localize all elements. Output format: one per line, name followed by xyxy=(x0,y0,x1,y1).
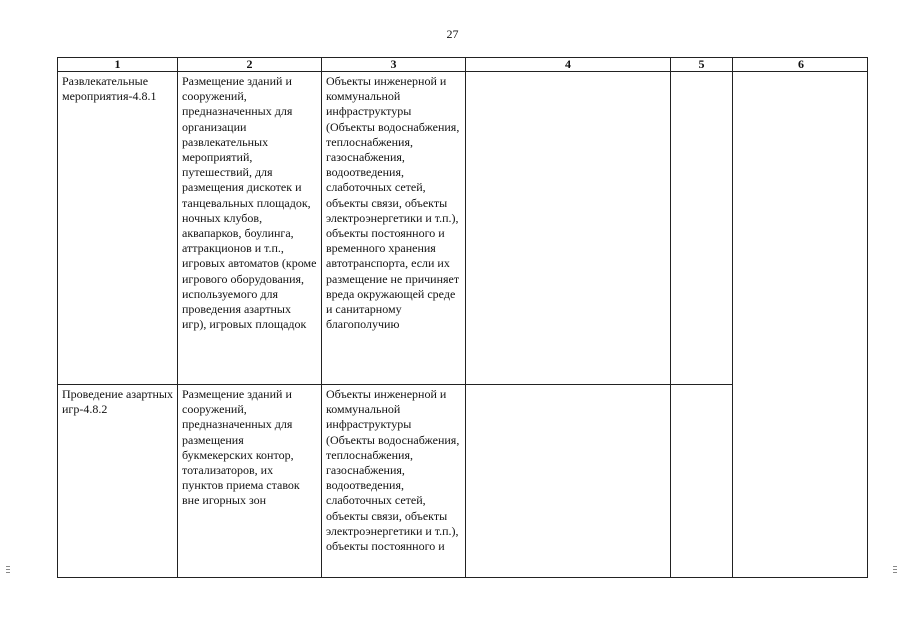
column-header-5: 5 xyxy=(671,58,733,72)
scan-edge-mark-left xyxy=(6,566,10,578)
page-number: 27 xyxy=(446,27,459,41)
land-use-description-cell: Размещение зданий и сооружений, предназначенных для размещения букмекерских контор, тотализаторов, их пунктов приема ставок вне игорных зон xyxy=(178,385,322,579)
column-6-cell xyxy=(733,385,869,579)
column-4-cell xyxy=(466,385,671,579)
land-use-type-cell: Проведение азартных игр-4.8.2 xyxy=(58,385,178,579)
document-table-frame xyxy=(57,57,868,578)
column-header-2: 2 xyxy=(178,58,322,72)
column-5-cell xyxy=(671,72,733,385)
scan-edge-mark-right xyxy=(893,566,897,578)
column-header-1: 1 xyxy=(58,58,178,72)
column-header-4: 4 xyxy=(466,58,671,72)
column-4-cell xyxy=(466,72,671,385)
land-use-description-cell: Размещение зданий и сооружений, предназначенных для организации развлекательных мероприятий, путешествий, для размещения дискотек и танцевальных площадок, ночных клубов, аквапарков, боулинга, аттракционов и т.п., игровых автоматов (кроме игрового оборудования, используемого для проведения азартных игр), игровых площадок xyxy=(178,72,322,385)
column-header-3: 3 xyxy=(322,58,466,72)
table-row xyxy=(58,72,869,385)
column-6-cell xyxy=(733,72,869,385)
document-table xyxy=(57,57,868,578)
land-use-type-cell: Развлекательные мероприятия-4.8.1 xyxy=(58,72,178,385)
auxiliary-objects-cell: Объекты инженерной и коммунальной инфраструктуры (Объекты водоснабжения, теплоснабжения, газоснабжения, водоотведения, слаботочных сетей, объекты связи, объекты электроэнергетики и т.п.), объекты постоянного и xyxy=(322,385,466,579)
table-row xyxy=(58,385,869,579)
table-header-row xyxy=(58,58,869,72)
column-header-6: 6 xyxy=(733,58,869,72)
column-5-cell xyxy=(671,385,733,579)
auxiliary-objects-cell: Объекты инженерной и коммунальной инфраструктуры (Объекты водоснабжения, теплоснабжения, газоснабжения, водоотведения, слаботочных сетей, объекты связи, объекты электроэнергетики и т.п.), объекты постоянного и временного хранения автотранспорта, если их размещение не причиняет вреда окружающей среде и санитарному благополучию xyxy=(322,72,466,385)
